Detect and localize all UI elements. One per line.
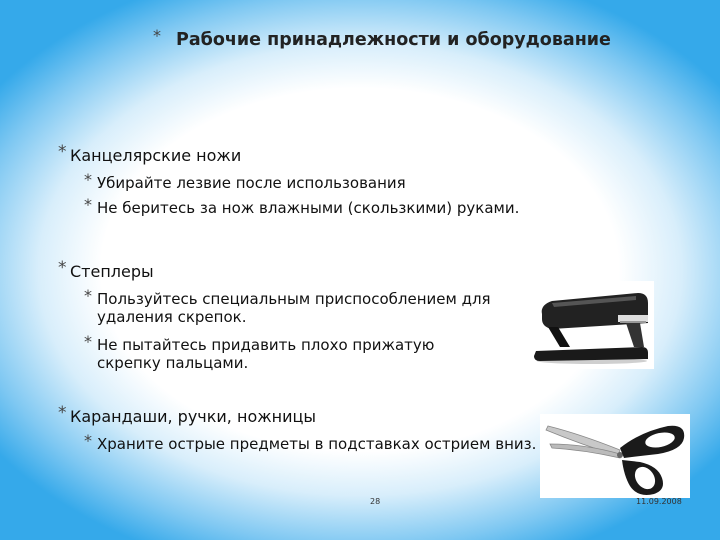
section-heading-text: Степлеры xyxy=(70,262,154,281)
list-item-text: Убирайте лезвие после использования xyxy=(97,174,406,192)
knives-item-2 xyxy=(84,195,524,217)
section-staplers xyxy=(58,258,154,281)
scissors-icon xyxy=(540,414,690,498)
stapler-icon xyxy=(530,281,654,369)
page-title: Рабочие принадлежности и оборудование xyxy=(176,30,611,50)
list-item-text: Не беритесь за нож влажными (скользкими) руками. xyxy=(97,199,520,217)
bullet-marker: * xyxy=(84,431,92,450)
title-marker: * xyxy=(153,26,161,45)
section-knives xyxy=(58,142,242,165)
section-pencils xyxy=(58,403,317,426)
section-heading xyxy=(58,258,154,281)
section-heading-text: Канцелярские ножи xyxy=(70,146,242,165)
knives-item-1 xyxy=(84,170,524,192)
bullet-marker: * xyxy=(84,286,92,305)
staplers-item-1 xyxy=(84,286,524,326)
list-item-text: Пользуйтесь специальным приспособлением для удаления скрепок. xyxy=(97,290,491,326)
bullet-marker: * xyxy=(84,170,92,189)
bullet-marker: * xyxy=(58,142,67,162)
section-heading-text: Карандаши, ручки, ножницы xyxy=(70,407,317,426)
bullet-marker: * xyxy=(58,258,67,278)
staplers-item-2 xyxy=(84,332,499,372)
bullet-marker: * xyxy=(58,403,67,423)
scissors-image xyxy=(540,414,690,498)
pencils-item-1 xyxy=(84,431,569,453)
section-heading xyxy=(58,403,317,426)
section-heading xyxy=(58,142,242,165)
slide-date: 11.09.2008 xyxy=(636,497,682,506)
stapler-image xyxy=(530,281,654,369)
page-number: 28 xyxy=(370,497,381,506)
list-item-text: Храните острые предметы в подставках острием вниз. xyxy=(97,435,537,453)
list-item-text: Не пытайтесь придавить плохо прижатую скрепку пальцами. xyxy=(97,336,435,372)
bullet-marker: * xyxy=(84,195,92,214)
bullet-marker: * xyxy=(84,332,92,351)
